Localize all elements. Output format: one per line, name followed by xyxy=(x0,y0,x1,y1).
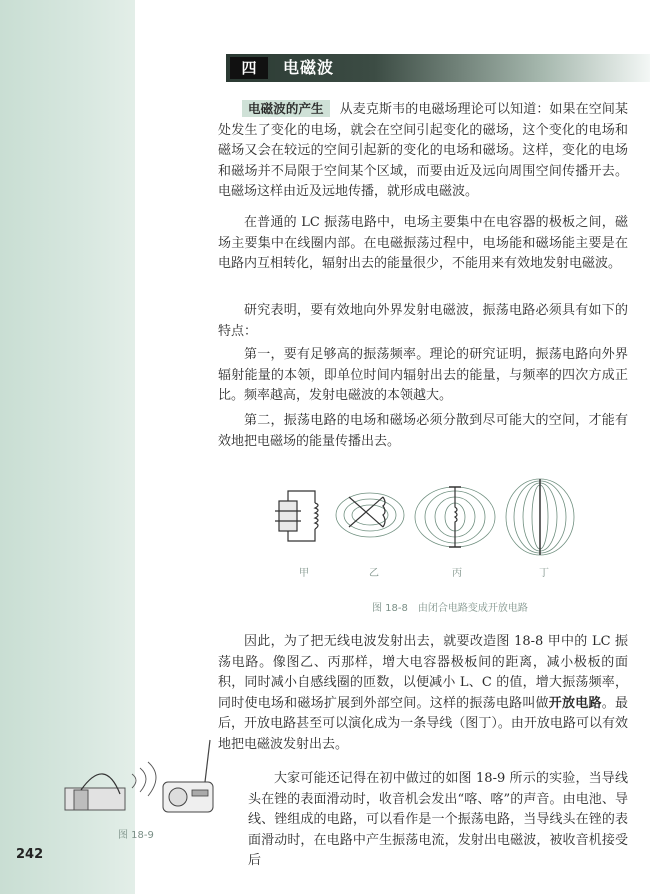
paragraph-1 xyxy=(218,99,628,203)
term-open-circuit: 开放电路 xyxy=(548,695,602,711)
circuit-spread-plates xyxy=(336,493,404,537)
paragraph-4: 第一，要有足够高的振荡频率。理论的研究证明，振荡电路向外界辐射能量的本领，即单位时间内辐射出去的能量，与频率的四次方成正比。频率越高，发射电磁波的本领越大。 xyxy=(218,347,628,403)
figure-label-yi: 乙 xyxy=(369,568,379,579)
figure-label-ding: 丁 xyxy=(539,568,549,579)
paragraph-7: 大家可能还记得在初中做过的如图 18-9 所示的实验，当导线头在锉的表面滑动时，收音机会发出“喀、喀”的声音。由电池、导线、锉组成的电路，可以看作是一个振荡电路，当导线头在锉的表面滑动时，在电路中产生振荡电流，发射出电磁波，被收音机接受后 xyxy=(248,771,628,868)
subheading: 电磁波的产生 xyxy=(242,100,330,117)
circuit-straight-wire xyxy=(506,479,574,555)
circuit-closed-lc xyxy=(275,491,318,541)
paragraph-6 xyxy=(218,632,628,755)
paragraph-2: 在普通的 LC 振荡电路中，电场主要集中在电容器的极板之间，磁场主要集中在线圈内部。在电磁振荡过程中，电场能和磁场能主要是在电路内互相转化，辐射出去的能量很少，不能用来有效地发射电磁波。 xyxy=(218,215,628,271)
circuit-open-plates xyxy=(415,487,495,547)
paragraph-3: 研究表明，要有效地向外界发射电磁波，振荡电路必须具有如下的特点： xyxy=(218,303,628,339)
section-number: 四 xyxy=(230,57,268,79)
figure-18-8-caption: 图 18-8 由闭合电路变成开放电路 xyxy=(372,603,528,614)
figure-label-bing: 丙 xyxy=(452,568,462,579)
page-number: 242 xyxy=(16,847,44,862)
figure-label-jia: 甲 xyxy=(299,568,309,579)
figure-18-9-caption: 图 18-9 xyxy=(118,830,154,841)
paragraph-6-text-b: 。最后，开放电路甚至可以演化成为一条导线（图丁）。由开放电路可以有效地把电磁波发射出去。 xyxy=(218,695,628,752)
section-header xyxy=(226,54,650,82)
paragraph-1-text: 从麦克斯韦的电磁场理论可以知道：如果在空间某处发生了变化的电场，就会在空间引起变化的磁场，这个变化的电场和磁场又会在较远的空间引起新的变化的电场和磁场。这样，变化的电场和磁场并不局限于空间某个区域，而要由近及远向周围空间传播开去。电磁场这样由近及远地传播，就形成电磁波。 xyxy=(218,102,628,199)
section-title: 电磁波 xyxy=(283,58,335,77)
figure-18-8 xyxy=(265,477,585,557)
paragraph-5: 第二，振荡电路的电场和磁场必须分散到尽可能大的空间，才能有效地把电磁场的能量传播出去。 xyxy=(218,413,628,449)
figure-18-9 xyxy=(60,736,220,826)
paragraph-6-text-a: 因此，为了把无线电波发射出去，就要改造图 18-8 甲中的 LC 振荡电路。像图乙、丙那样，增大电容器极板间的距离，减小极板的面积，同时减小自感线圈的匝数，以便减小 L、C 的值，增大振荡频率，同时使电场和磁场扩展到外部空间。这样的振荡电路叫做 xyxy=(218,634,628,711)
